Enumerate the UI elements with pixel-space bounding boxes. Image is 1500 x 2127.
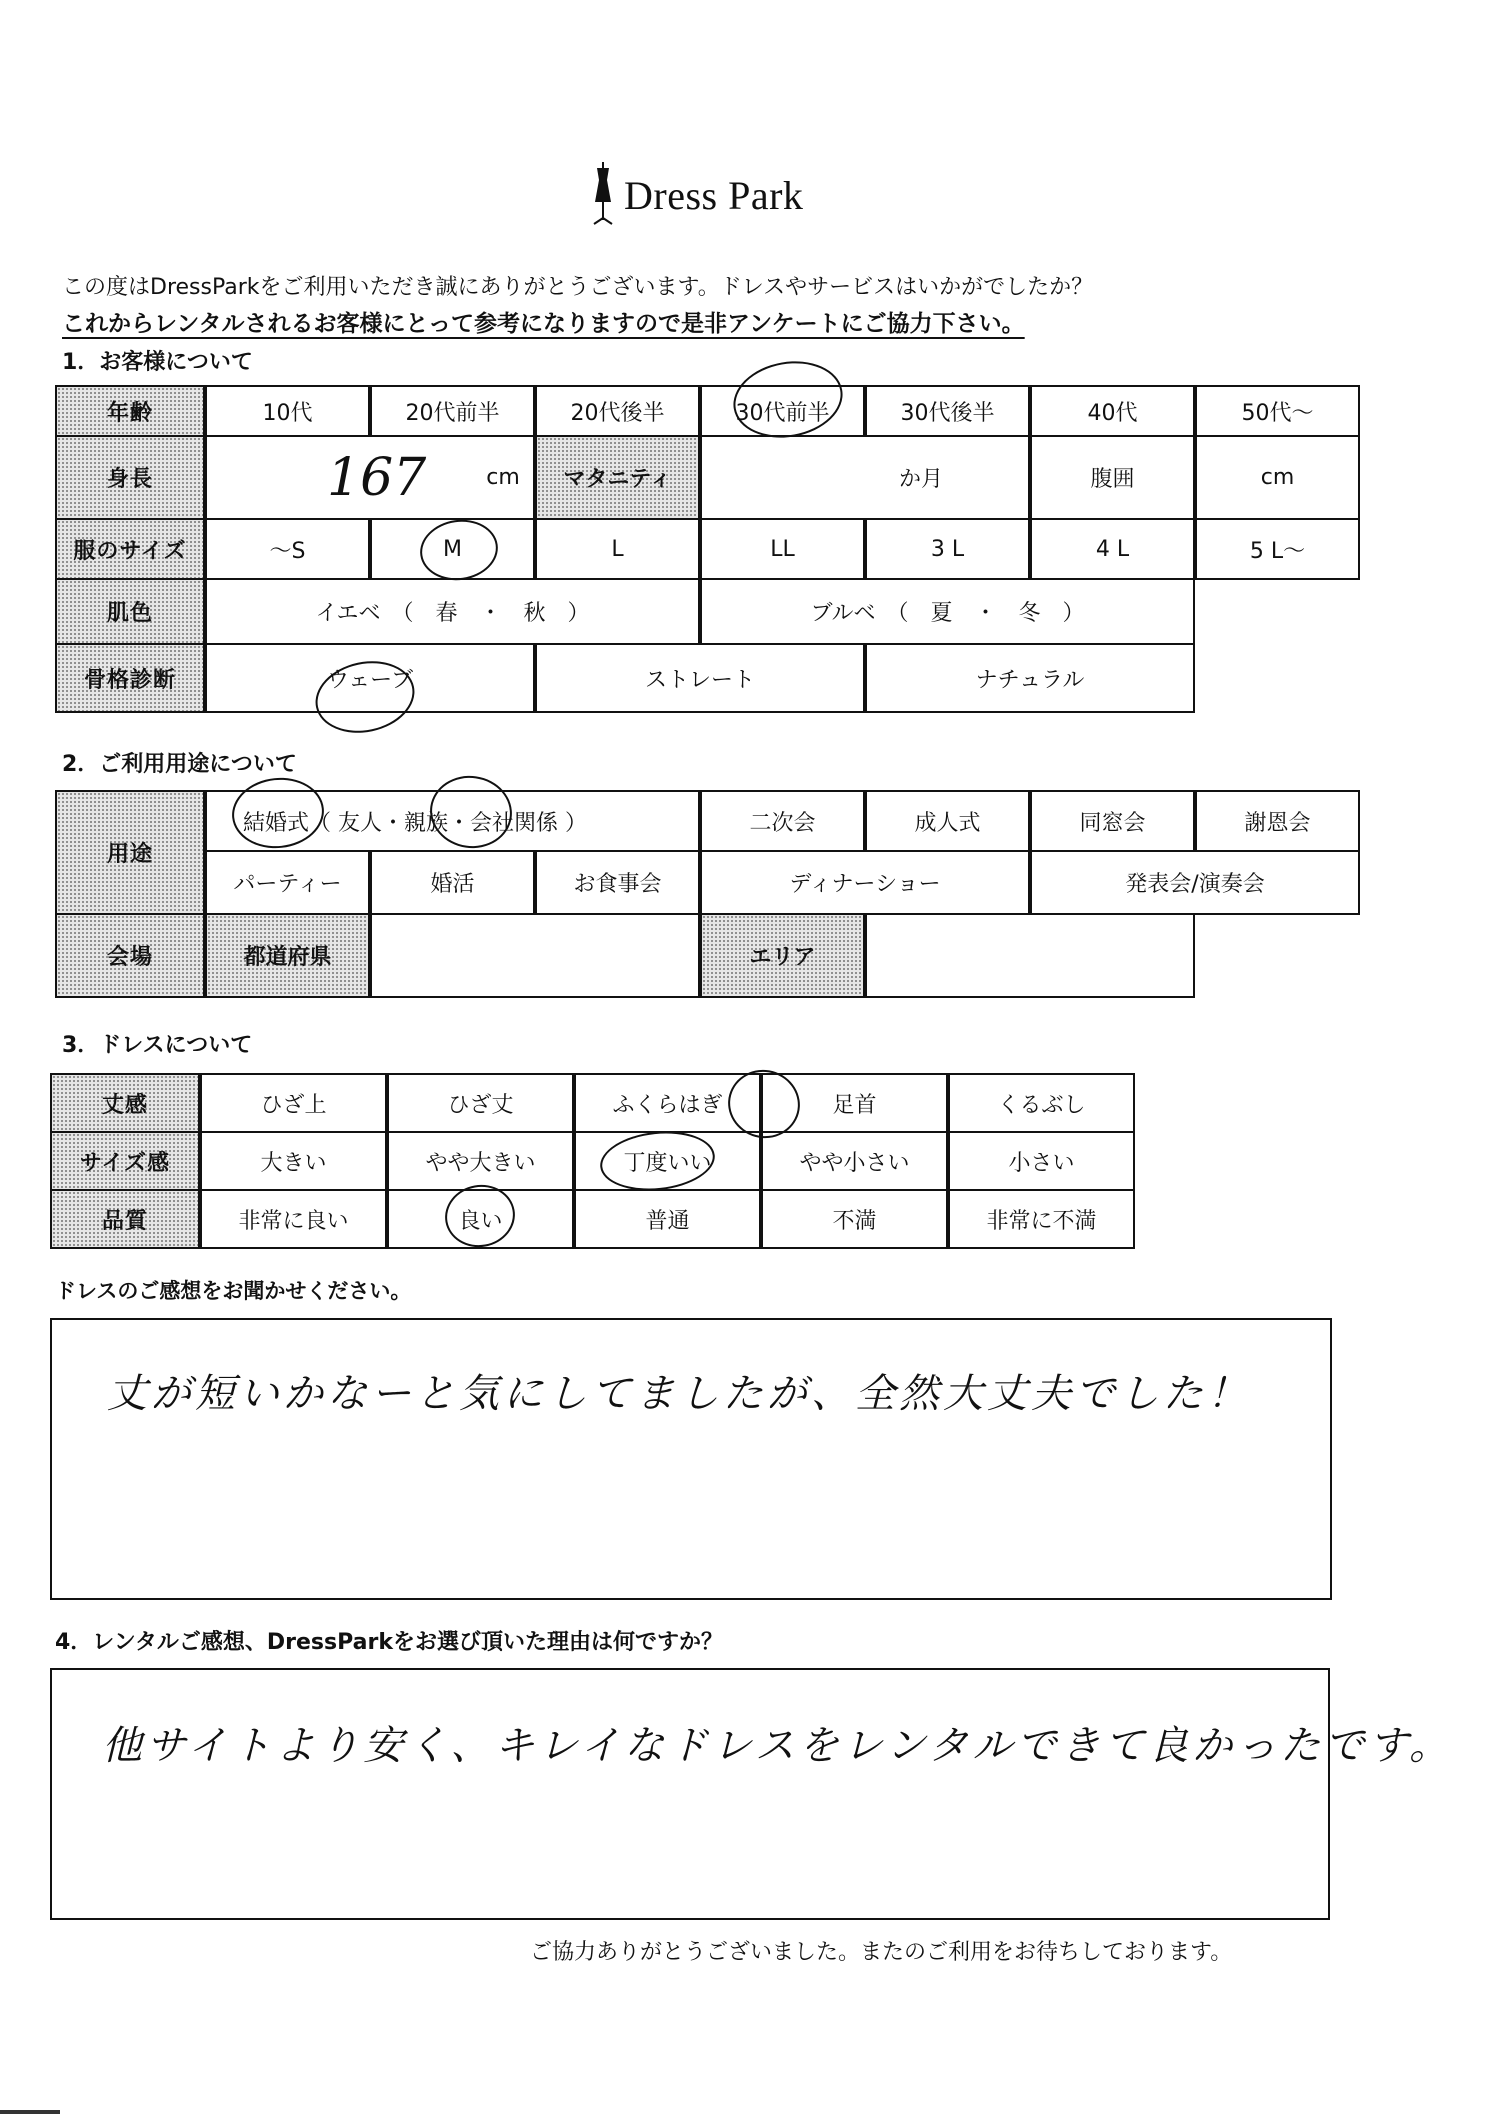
logo-text: Dress Park (624, 173, 804, 218)
dresspark-logo (588, 160, 828, 230)
dress-comment-prompt: ドレスのご感想をお聞かせください。 (55, 1279, 412, 1303)
purpose-option[interactable]: 成人式 (865, 790, 1030, 852)
age-option[interactable]: 50代～ (1195, 385, 1360, 437)
section-4-title: 4．レンタルご感想、DressParkをお選び頂いた理由は何ですか？ (55, 1630, 723, 1655)
venue-header: 会場 (55, 913, 205, 998)
purpose-option[interactable]: 謝恩会 (1195, 790, 1360, 852)
length-option[interactable]: ひざ丈 (387, 1073, 574, 1133)
length-option-selected[interactable]: ふくらはぎ (574, 1073, 761, 1133)
age-option[interactable]: 40代 (1030, 385, 1195, 437)
size-option[interactable]: L (535, 518, 700, 580)
quality-option[interactable]: 非常に不満 (948, 1189, 1135, 1249)
wedding-label: 結婚式 (243, 810, 310, 836)
purpose-option[interactable]: 発表会/演奏会 (1030, 850, 1360, 915)
section-3-title: 3．ドレスについて (62, 1033, 253, 1058)
intro-line-1: この度はDressParkをご利用いただき誠にありがとうございます。ドレスやサービスはいかがでしたか？ (62, 275, 1094, 300)
age-option-selected[interactable]: 30代前半 (700, 385, 865, 437)
age-option[interactable]: 20代後半 (535, 385, 700, 437)
wedding-relatives-label: 親族 (404, 810, 449, 836)
size-option[interactable]: 5 L～ (1195, 518, 1360, 580)
area-field[interactable] (865, 913, 1195, 998)
quality-header: 品質 (50, 1189, 200, 1249)
size-option[interactable]: LL (700, 518, 865, 580)
wedding-friend-label: （ 友人・ (309, 810, 405, 836)
dress-comment-box[interactable] (50, 1318, 1332, 1600)
age-option[interactable]: 30代後半 (865, 385, 1030, 437)
fit-option[interactable]: やや大きい (387, 1131, 574, 1191)
reason-answer-text: 他サイトより安く、キレイなドレスをレンタルできて良かったです。 (102, 1723, 1453, 1769)
purpose-option[interactable]: ディナーショー (700, 850, 1030, 915)
purpose-option[interactable]: 二次会 (700, 790, 865, 852)
waist-unit-field[interactable]: cm (1195, 435, 1360, 520)
frame-option[interactable]: ナチュラル (865, 643, 1195, 713)
purpose-option[interactable]: パーティー (205, 850, 370, 915)
length-header: 丈感 (50, 1073, 200, 1133)
purpose-option[interactable]: 婚活 (370, 850, 535, 915)
age-option[interactable]: 20代前半 (370, 385, 535, 437)
prefecture-field[interactable] (370, 913, 700, 998)
length-option[interactable]: 足首 (761, 1073, 948, 1133)
age-option[interactable]: 10代 (205, 385, 370, 437)
reason-answer-box[interactable] (50, 1668, 1453, 1920)
section-2-title: 2．ご利用用途について (62, 752, 297, 777)
length-option[interactable]: くるぶし (948, 1073, 1135, 1133)
section-1-title: 1．お客様について (62, 350, 253, 375)
size-header: 服のサイズ (55, 518, 205, 580)
purpose-header: 用途 (55, 790, 205, 915)
intro-line-2: これからレンタルされるお客様にとって参考になりますので是非アンケートにご協力下さい。 (62, 311, 1025, 337)
quality-option[interactable]: 不満 (761, 1189, 948, 1249)
prefecture-label: 都道府県 (205, 913, 370, 998)
purpose-option[interactable]: 同窓会 (1030, 790, 1195, 852)
fit-option[interactable]: 大きい (200, 1131, 387, 1191)
purpose-option[interactable]: お食事会 (535, 850, 700, 915)
height-header: 身長 (55, 435, 205, 520)
maternity-months-field[interactable] (700, 435, 1030, 520)
scan-edge-mark (0, 2110, 60, 2114)
frame-option[interactable]: ストレート (535, 643, 865, 713)
size-option[interactable]: ～S (205, 518, 370, 580)
age-header: 年齢 (55, 385, 205, 437)
area-label: エリア (700, 913, 865, 998)
fit-header: サイズ感 (50, 1131, 200, 1191)
height-value: 167 (327, 447, 427, 508)
dress-comment-text: 丈が短いかなーと気にしてましたが、全然大丈夫でした！ (107, 1371, 1251, 1417)
skin-header: 肌色 (55, 578, 205, 645)
footer-thanks: ご協力ありがとうございました。またのご利用をお待ちしております。 (530, 1940, 1233, 1965)
skin-yellow-option[interactable]: イエベ （ 春 ・ 秋 ） (205, 578, 700, 645)
fit-option[interactable]: やや小さい (761, 1131, 948, 1191)
fit-option-selected[interactable]: 丁度いい (574, 1131, 761, 1191)
waist-label: 腹囲 (1030, 435, 1195, 520)
frame-option-selected[interactable]: ウェーブ (205, 643, 535, 713)
height-field[interactable] (205, 435, 535, 520)
frame-header: 骨格診断 (55, 643, 205, 713)
fit-option[interactable]: 小さい (948, 1131, 1135, 1191)
height-unit: cm (486, 465, 520, 490)
skin-blue-option[interactable]: ブルベ （ 夏 ・ 冬 ） (700, 578, 1195, 645)
size-option[interactable]: 3 L (865, 518, 1030, 580)
dress-mannequin-icon (588, 162, 618, 228)
size-option-selected[interactable]: M (370, 518, 535, 580)
quality-option[interactable]: 普通 (574, 1189, 761, 1249)
quality-option[interactable]: 非常に良い (200, 1189, 387, 1249)
months-label: か月 (898, 467, 943, 492)
wedding-option[interactable] (205, 790, 700, 852)
size-option[interactable]: 4 L (1030, 518, 1195, 580)
length-option[interactable]: ひざ上 (200, 1073, 387, 1133)
wedding-company-label: ・会社関係 ） (448, 810, 588, 836)
quality-option-selected[interactable]: 良い (387, 1189, 574, 1249)
maternity-label: マタニティ (535, 435, 700, 520)
